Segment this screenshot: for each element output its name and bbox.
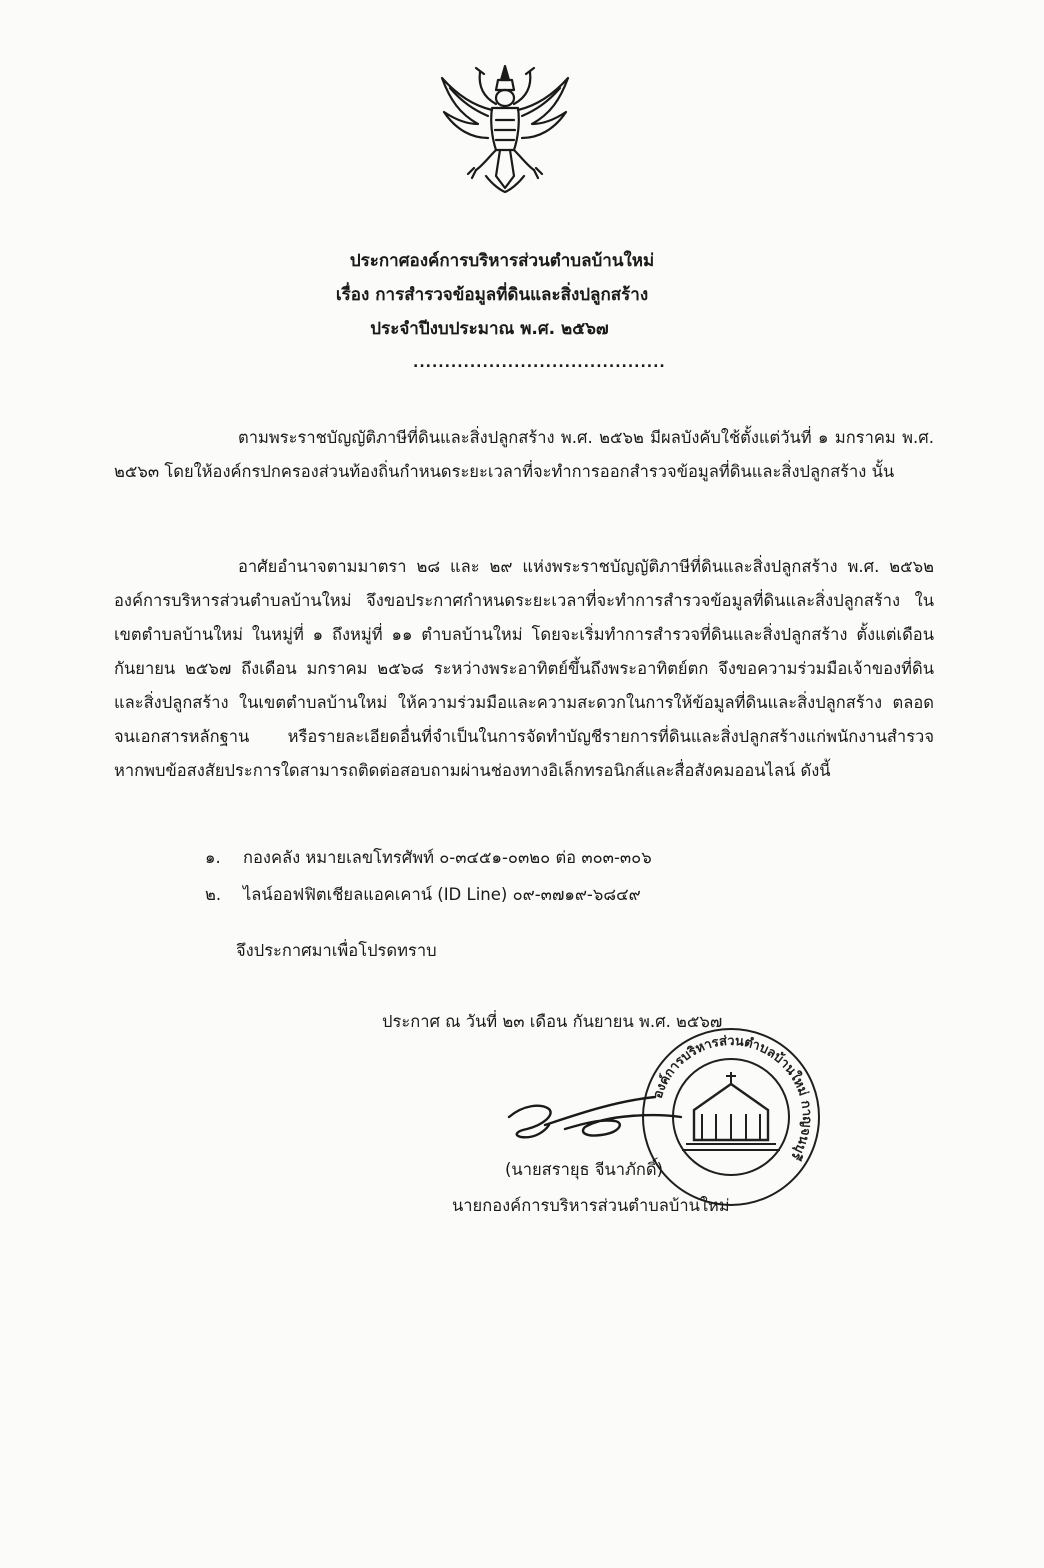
paragraph-1 [114, 421, 934, 489]
paragraph-1-text: ตามพระราชบัญญัติภาษีที่ดินและสิ่งปลูกสร้าง พ.ศ. ๒๕๖๒ มีผลบังคับใช้ตั้งแต่วันที่ ๑ มกราคม พ.ศ. ๒๕๖๓ โดยให้องค์กรปกครองส่วนท้องถิ่นกำหนดระยะเวลาที่จะทำการออกสำรวจข้อมูลที่ดินและสิ่งปลูกสร้าง นั้น [114, 428, 934, 481]
seal-text: องค์การบริหารส่วนตำบลบ้านใหม่ กาญจนบุรี [650, 1033, 815, 1163]
header-subject: เรื่อง การสำรวจข้อมูลที่ดินและสิ่งปลูกสร้าง [335, 285, 649, 305]
header-organization: ประกาศองค์การบริหารส่วนตำบลบ้านใหม่ [349, 251, 655, 271]
handwritten-signature-icon [505, 1095, 685, 1155]
contact-item [205, 879, 641, 911]
garuda-emblem-icon [430, 58, 580, 198]
announcement-header [0, 244, 1044, 346]
signer-title: นายกองค์การบริหารส่วนตำบลบ้านใหม่ [452, 1196, 730, 1215]
signer-name: (นายสรายุธ จีนาภักดิ์) [505, 1160, 664, 1179]
contact-number: ๒. [205, 885, 222, 904]
announcement-date: ประกาศ ณ วันที่ ๒๓ เดือน กันยายน พ.ศ. ๒๕๖๗ [382, 1012, 723, 1031]
header-fiscal-year: ประจำปีงบประมาณ พ.ศ. ๒๕๖๗ [370, 319, 609, 339]
contact-text: ไลน์ออฟฟิตเชียลแอคเคาน์ (ID Line) ๐๙-๓๗๑๙-๖๘๔๙ [243, 885, 641, 904]
contact-number: ๑. [205, 848, 221, 867]
paragraph-2 [114, 550, 934, 788]
paragraph-2-text: อาศัยอำนาจตามมาตรา ๒๘ และ ๒๙ แห่งพระราชบัญญัติภาษีที่ดินและสิ่งปลูกสร้าง พ.ศ. ๒๕๖๒ องค์การบริหารส่วนตำบลบ้านใหม่ จึงขอประกาศกำหนดระยะเวลาที่จะทำการสำรวจข้อมูลที่ดินและสิ่งปลูกสร้าง ในเขตตำบลบ้านใหม่ ในหมู่ที่ ๑ ถึงหมู่ที่ ๑๑ ตำบลบ้านใหม่ โดยจะเริ่มทำการสำรวจที่ดินและสิ่งปลูกสร้าง ตั้งแต่เดือน กันยายน ๒๕๖๗ ถึงเดือน มกราคม ๒๕๖๘ ระหว่างพระอาทิตย์ขึ้นถึงพระอาทิตย์ตก จึงขอความร่วมมือเจ้าของที่ดินและสิ่งปลูกสร้าง ในเขตตำบลบ้านใหม่ ให้ความร่วมมือและความสะดวกในการให้ข้อมูลที่ดินและสิ่งปลูกสร้าง ตลอดจนเอกสารหลักฐาน หรือรายละเอียดอื่นที่จำเป็นในการจัดทำบัญชีรายการที่ดินและสิ่งปลูกสร้างแก่พนักงานสำรวจ หากพบข้อสงสัยประการใดสามารถติดต่อสอบถามผ่านช่องทางอิเล็กทรอนิกส์และสื่อสังคมออนไลน์ ดังนี้ [114, 557, 934, 780]
header-separator: ........................................ [413, 355, 666, 371]
contact-text: กองคลัง หมายเลขโทรศัพท์ ๐-๓๔๕๑-๐๓๒๐ ต่อ ๓๐๓-๓๐๖ [243, 848, 652, 867]
contact-item [205, 842, 652, 874]
closing-statement: จึงประกาศมาเพื่อโปรดทราบ [236, 941, 437, 960]
